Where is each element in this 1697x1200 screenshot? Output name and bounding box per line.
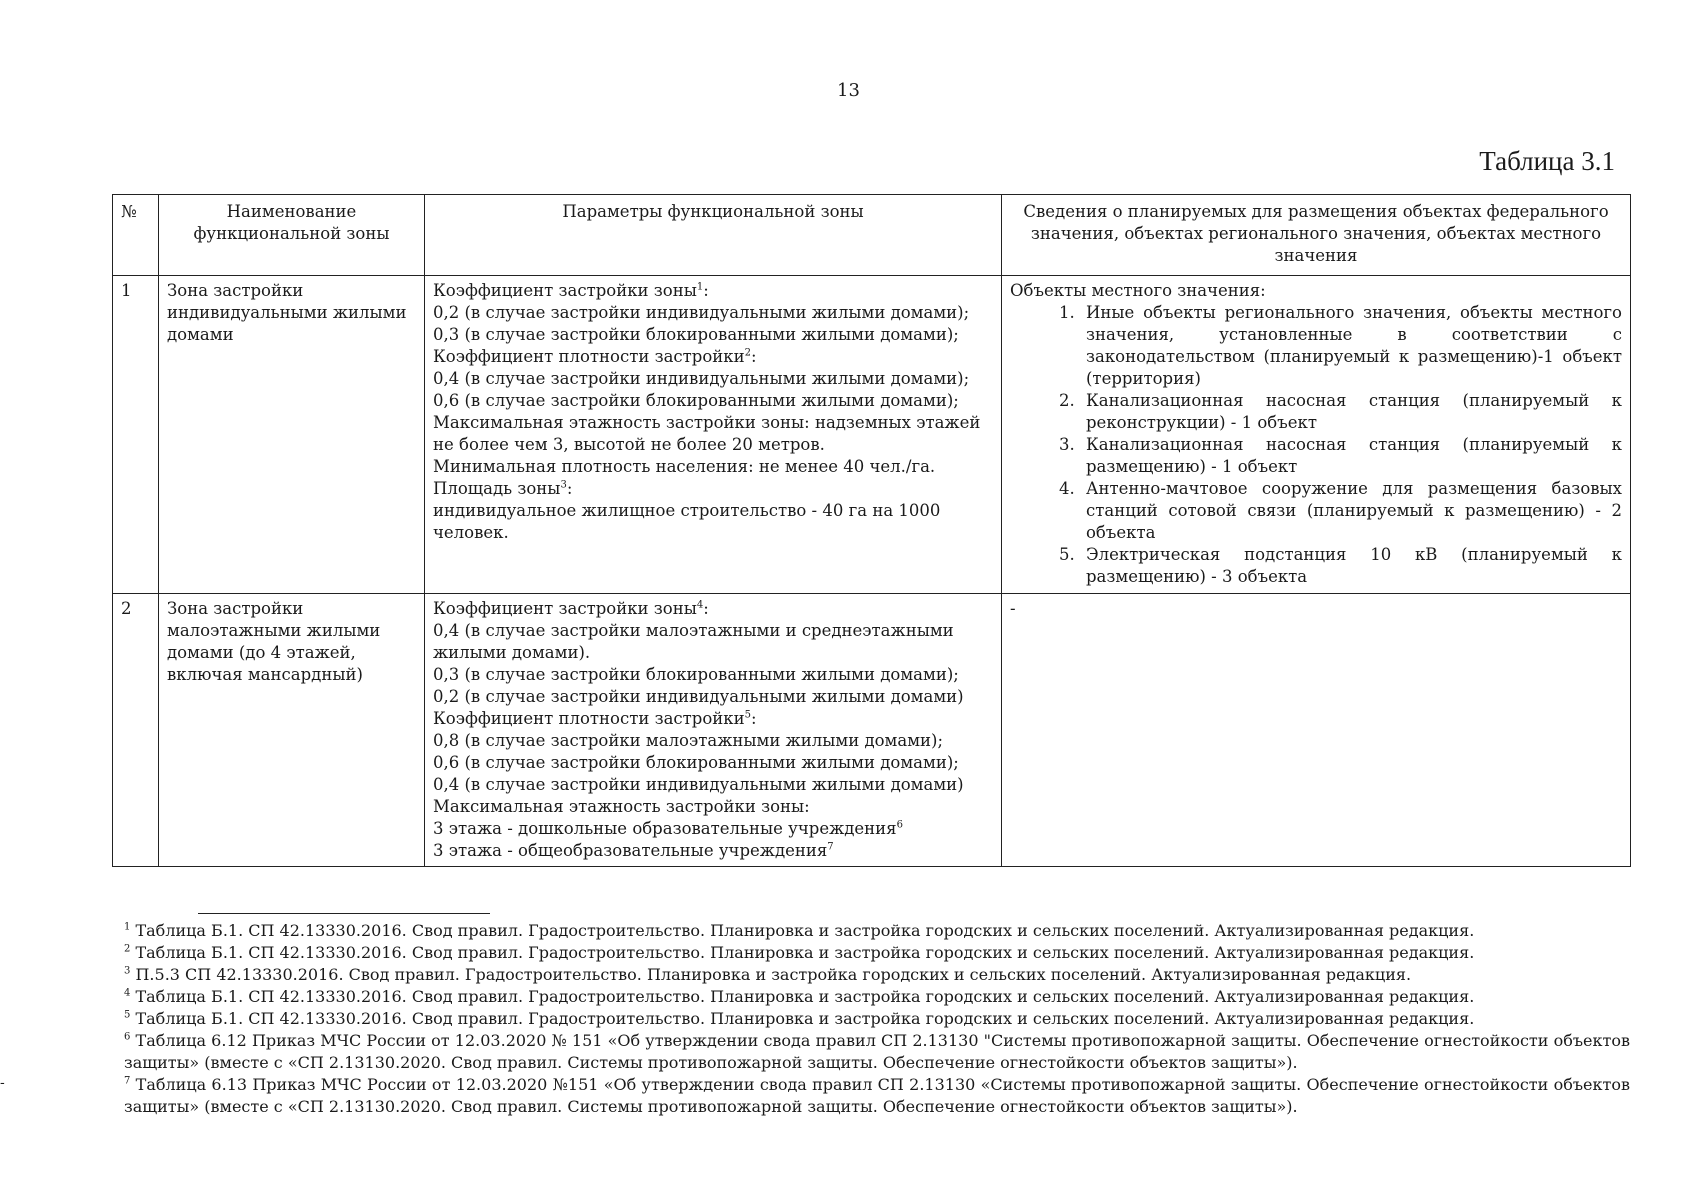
footnote-ref: 7 bbox=[827, 841, 834, 853]
table-row bbox=[113, 594, 1631, 867]
list-item: 1. Иные объекты регионального значения, объекты местного значения, установленные в соответствии с законодательством (планируемый к размещению)-1 объект (территория) bbox=[1080, 302, 1622, 390]
objects-list bbox=[1010, 302, 1622, 588]
param-line: 0,6 (в случае застройки блокированными жилыми домами); bbox=[433, 753, 959, 772]
planned-objects bbox=[1002, 276, 1631, 594]
footnote: $^2$ Таблица Б.1. СП 42.13330.2016. Свод правил. Градостроительство. Планировка и застройка городских и сельских поселений. Актуализированная редакция. bbox=[124, 943, 1475, 962]
page-number: 13 bbox=[837, 80, 860, 101]
param-line: Коэффициент застройки зоны$^4$: bbox=[433, 599, 709, 618]
param-line: 0,2 (в случае застройки индивидуальными жилыми домами) bbox=[433, 687, 964, 706]
footnote: $^7$ Таблица 6.13 Приказ МЧС России от 12.03.2020 №151 «Об утверждении свода правил СП 2.13130 «Системы противопожарной защиты. Обеспечение огнестойкости объектов защиты» (вместе с «СП 2.13130.2020. Свод правил. Системы противопожарной защиты. Обеспечение огнестойкости объектов защиты»). bbox=[124, 1075, 1630, 1116]
planned-objects bbox=[1002, 594, 1631, 867]
param-line: 0,4 (в случае застройки индивидуальными жилыми домами) bbox=[433, 775, 964, 794]
footnote: $^1$ Таблица Б.1. СП 42.13330.2016. Свод правил. Градостроительство. Планировка и застройка городских и сельских поселений. Актуализированная редакция. bbox=[124, 921, 1475, 940]
list-item: 4. Антенно-мачтовое сооружение для размещения базовых станций сотовой связи (планируемый к размещению) - 2 объекта bbox=[1080, 478, 1622, 544]
zone-params bbox=[425, 594, 1002, 867]
zone-params bbox=[425, 276, 1002, 594]
table-header-row bbox=[113, 195, 1631, 276]
param-line: Максимальная этажность застройки зоны: bbox=[433, 797, 810, 816]
row-number: 2 bbox=[113, 594, 159, 867]
param-line: 0,3 (в случае застройки блокированными жилыми домами); bbox=[433, 665, 959, 684]
footnote-ref: 2 bbox=[744, 347, 751, 359]
objects-title: Объекты местного значения: bbox=[1010, 281, 1266, 300]
param-line: Коэффициент плотности застройки$^5$: bbox=[433, 709, 757, 728]
list-item: 5. Электрическая подстанция 10 кВ (планируемый к размещению) - 3 объекта bbox=[1080, 544, 1622, 588]
zone-name: Зона застройки малоэтажными жилыми домами (до 4 этажей, включая мансардный) bbox=[159, 594, 425, 867]
footnotes bbox=[124, 920, 1630, 1118]
objects-dash: - bbox=[1010, 599, 1016, 618]
header-zone-name: Наименование функциональной зоны bbox=[159, 195, 425, 276]
param-line: 0,3 (в случае застройки блокированными жилыми домами); bbox=[433, 325, 959, 344]
header-zone-params: Параметры функциональной зоны bbox=[425, 195, 1002, 276]
header-planned-objects: Сведения о планируемых для размещения объектах федерального значения, объектах регионального значения, объектах местного значения bbox=[1002, 195, 1631, 276]
zone-name: Зона застройки индивидуальными жилыми домами bbox=[159, 276, 425, 594]
param-line: Максимальная этажность застройки зоны: надземных этажей не более чем 3, высотой не более 20 метров. bbox=[433, 413, 981, 454]
footnote: $^6$ Таблица 6.12 Приказ МЧС России от 12.03.2020 № 151 «Об утверждении свода правил СП 2.13130 "Системы противопожарной защиты. Обеспечение огнестойкости объектов защиты» (вместе с «СП 2.13130.2020. Свод правил. Системы противопожарной защиты. Обеспечение огнестойкости объектов защиты»). bbox=[124, 1031, 1630, 1072]
param-line: Коэффициент застройки зоны$^1$: bbox=[433, 281, 709, 300]
param-line: 0,6 (в случае застройки блокированными жилыми домами); bbox=[433, 391, 959, 410]
row-number: 1 bbox=[113, 276, 159, 594]
param-line: индивидуальное жилищное строительство - 40 га на 1000 человек. bbox=[433, 501, 941, 542]
param-line: 0,8 (в случае застройки малоэтажными жилыми домами); bbox=[433, 731, 944, 750]
param-line: 3 этажа - дошкольные образовательные учреждения$^6$ bbox=[433, 819, 903, 838]
margin-mark: - bbox=[0, 1075, 5, 1091]
footnote-ref: 1 bbox=[696, 281, 704, 293]
footnote-ref: 6 bbox=[896, 819, 903, 831]
footnote-ref: 4 bbox=[696, 599, 704, 611]
zones-table bbox=[112, 194, 1631, 867]
list-item: 2. Канализационная насосная станция (планируемый к реконструкции) - 1 объект bbox=[1080, 390, 1622, 434]
footnote-divider bbox=[198, 913, 490, 914]
footnote-ref: 5 bbox=[744, 709, 751, 721]
param-line: 3 этажа - общеобразовательные учреждения$^7$ bbox=[433, 841, 834, 860]
param-line: 0,4 (в случае застройки индивидуальными жилыми домами); bbox=[433, 369, 970, 388]
table-caption: Таблица 3.1 bbox=[1479, 146, 1615, 176]
list-item: 3. Канализационная насосная станция (планируемый к размещению) - 1 объект bbox=[1080, 434, 1622, 478]
param-line: Коэффициент плотности застройки$^2$: bbox=[433, 347, 757, 366]
param-line: 0,4 (в случае застройки малоэтажными и среднеэтажными жилыми домами). bbox=[433, 621, 954, 662]
footnote: $^5$ Таблица Б.1. СП 42.13330.2016. Свод правил. Градостроительство. Планировка и застройка городских и сельских поселений. Актуализированная редакция. bbox=[124, 1009, 1475, 1028]
footnote: $^3$ П.5.3 СП 42.13330.2016. Свод правил. Градостроительство. Планировка и застройка городских и сельских поселений. Актуализированная редакция. bbox=[124, 965, 1412, 984]
param-line: Минимальная плотность населения: не менее 40 чел./га. bbox=[433, 457, 936, 476]
footnote: $^4$ Таблица Б.1. СП 42.13330.2016. Свод правил. Градостроительство. Планировка и застройка городских и сельских поселений. Актуализированная редакция. bbox=[124, 987, 1475, 1006]
param-line: 0,2 (в случае застройки индивидуальными жилыми домами); bbox=[433, 303, 970, 322]
param-line: Площадь зоны$^3$: bbox=[433, 479, 573, 498]
footnote-ref: 3 bbox=[560, 479, 567, 491]
table-row bbox=[113, 276, 1631, 594]
header-number: № bbox=[113, 195, 159, 276]
